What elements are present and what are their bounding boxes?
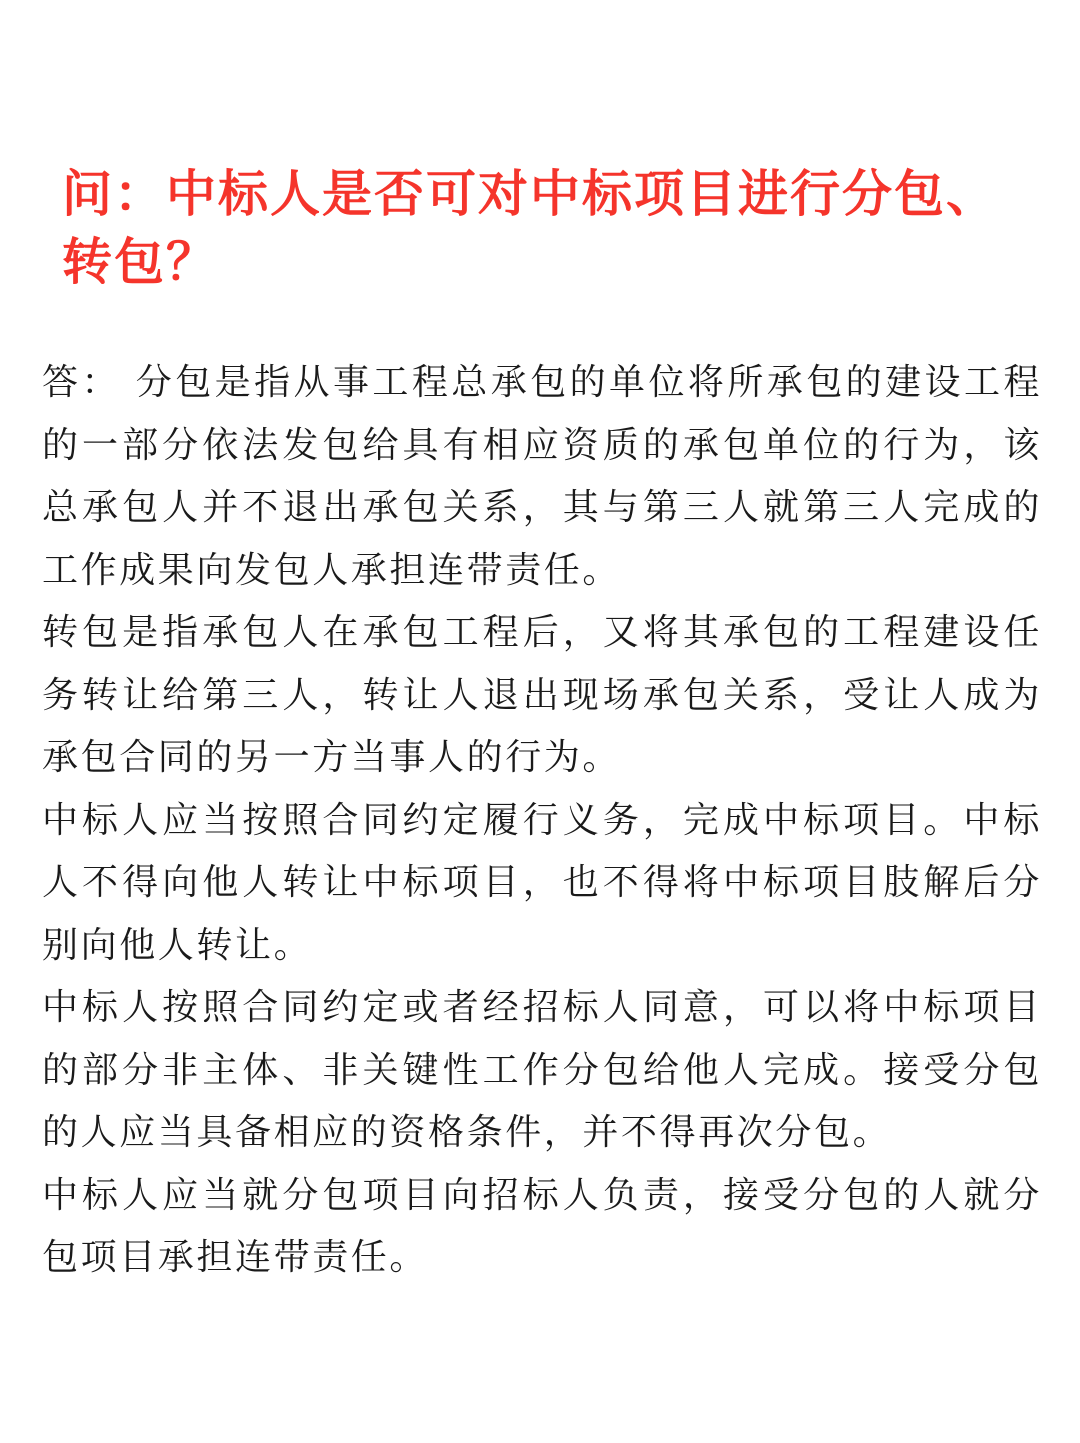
question-heading: 问：中标人是否可对中标项目进行分包、转包？ — [62, 165, 998, 291]
answer-paragraph-subcontracting: 答： 分包是指从事工程总承包的单位将所承包的建设工程的一部分依法发包给具有相应资质的承包单位的行为，该总承包人并不退出承包关系，其与第三人就第三人完成的工作成果向发包人承担连带责任。 — [42, 362, 1042, 591]
answer-paragraph-obligation: 中标人应当按照合同约定履行义务，完成中标项目。中标人不得向他人转让中标项目，也不得将中标项目肢解后分别向他人转让。 — [42, 799, 1042, 966]
answer-paragraph-liability: 中标人应当就分包项目向招标人负责，接受分包的人就分包项目承担连带责任。 — [42, 1174, 1042, 1278]
answer-paragraph-transfer: 转包是指承包人在承包工程后，又将其承包的工程建设任务转让给第三人，转让人退出现场承包关系，受让人成为承包合同的另一方当事人的行为。 — [42, 612, 1042, 778]
answer-body — [42, 352, 1042, 1290]
answer-paragraph-permitted-subcontract: 中标人按照合同约定或者经招标人同意，可以将中标项目的部分非主体、非关键性工作分包给他人完成。接受分包的人应当具备相应的资格条件，并不得再次分包。 — [42, 987, 1042, 1153]
